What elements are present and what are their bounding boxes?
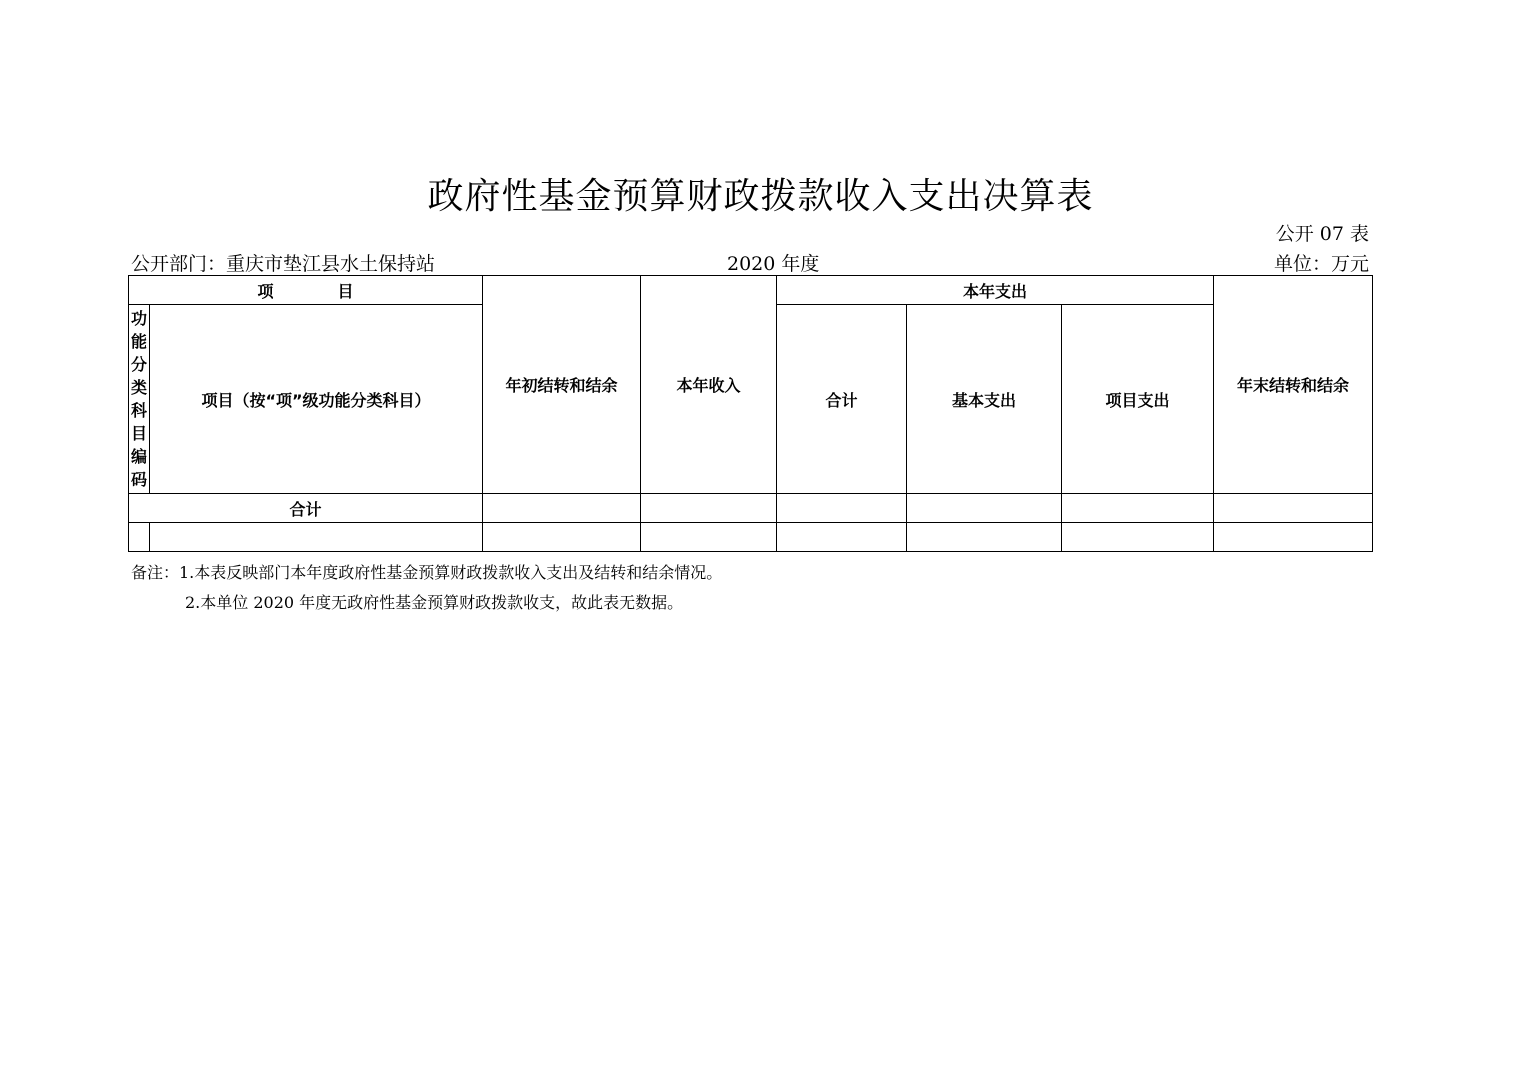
table-cell xyxy=(777,494,907,523)
header-total: 合计 xyxy=(777,305,907,494)
header-expense: 本年支出 xyxy=(777,276,1214,305)
table-cell xyxy=(1062,494,1214,523)
table-cell xyxy=(907,494,1062,523)
table-cell xyxy=(1214,523,1373,552)
header-project: 项目支出 xyxy=(1062,305,1214,494)
header-begin-balance: 年初结转和结余 xyxy=(483,276,641,494)
fiscal-year-label: 2020 年度 xyxy=(727,253,820,275)
header-income: 本年收入 xyxy=(641,276,777,494)
note-2: 2.本单位 2020 年度无政府性基金预算财政拨款收支，故此表无数据。 xyxy=(185,593,684,612)
table-cell xyxy=(1214,494,1373,523)
header-end-balance: 年末结转和结余 xyxy=(1214,276,1373,494)
table-cell xyxy=(641,523,777,552)
department-label: 公开部门：重庆市垫江县水土保持站 xyxy=(131,253,436,275)
table-cell xyxy=(150,523,483,552)
note-1: 备注：1.本表反映部门本年度政府性基金预算财政拨款收入支出及结转和结余情况。 xyxy=(131,563,723,582)
header-code: 功 能 分 类 科 目 编 码 xyxy=(129,305,150,494)
header-item: 项 目 xyxy=(129,276,483,305)
page-title: 政府性基金预算财政拨款收入支出决算表 xyxy=(427,176,1094,217)
notes xyxy=(131,558,722,618)
unit-label: 单位：万元 xyxy=(1273,253,1369,275)
table-cell xyxy=(483,523,641,552)
table-cell xyxy=(907,523,1062,552)
table-cell xyxy=(1062,523,1214,552)
total-row xyxy=(129,494,1373,523)
header-item-name: 项目（按“项”级功能分类科目） xyxy=(150,305,483,494)
table-cell xyxy=(777,523,907,552)
total-row-label: 合计 xyxy=(129,494,483,523)
table-cell xyxy=(129,523,150,552)
header-row-1 xyxy=(129,276,1373,305)
budget-table xyxy=(128,275,1373,552)
table-row xyxy=(129,523,1373,552)
header-basic: 基本支出 xyxy=(907,305,1062,494)
table-cell xyxy=(483,494,641,523)
form-number: 公开 07 表 xyxy=(1275,223,1369,245)
table-cell xyxy=(641,494,777,523)
